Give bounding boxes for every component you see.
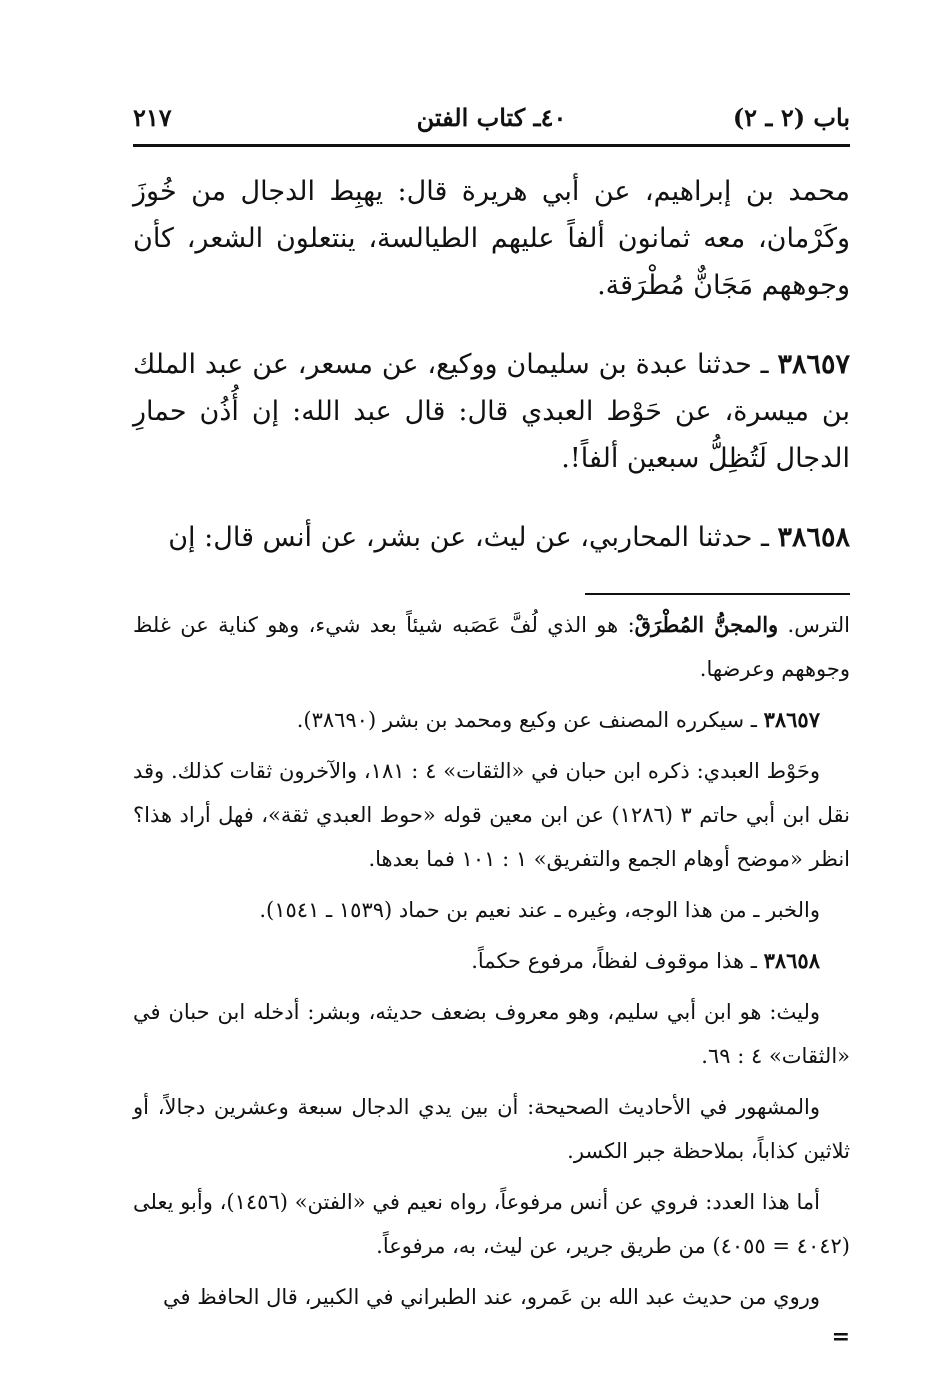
main-text <box>133 168 850 591</box>
hadith-38658 <box>133 514 850 561</box>
page-number: ٢١٧ <box>133 103 172 132</box>
footnote-text: وروي من حديث عبد الله بن عَمرو، عند الطبراني في الكبير، قال الحافظ في <box>163 1285 820 1309</box>
footnote-text: والخبر ـ من هذا الوجه، وغيره ـ عند نعيم بن حماد (١٥٣٩ ـ ١٥٤١). <box>259 898 820 922</box>
running-header <box>133 98 850 138</box>
footnote-text: الترس. <box>778 613 850 637</box>
footnote-item <box>133 888 850 932</box>
footnote-item <box>133 603 850 691</box>
main-paragraph <box>133 168 850 309</box>
footnote-number: ٣٨٦٥٧ <box>763 707 820 732</box>
chapter-reference: باب (٢ ـ ٢) <box>732 103 850 132</box>
footnote-text: والمشهور في الأحاديث الصحيحة: أن بين يدي الدجال سبعة وعشرين دجالاً، أو ثلاثين كذاباً، بملاحظة جبر الكسر. <box>133 1095 850 1163</box>
hadith-number: ٣٨٦٥٨ <box>777 522 850 553</box>
footnote-item <box>133 939 850 983</box>
hadith-text: ـ حدثنا المحاربي، عن ليث، عن بشر، عن أنس قال: إن <box>168 522 778 553</box>
footnotes <box>133 603 850 1350</box>
header-rule <box>133 144 850 147</box>
footnote-text: وحَوْط العبدي: ذكره ابن حبان في «الثقات» ٤ : ١٨١، والآخرون ثقات كذلك. وقد نقل ابن أبي حاتم ٣ (١٢٨٦) عن ابن معين قوله «حوط العبدي ثقة»، فهل أراد هذا؟ انظر «موضح أوهام الجمع والتفريق» ١ : ١٠١ فما بعدها. <box>133 759 850 871</box>
footnote-item <box>133 1275 850 1319</box>
hadith-number: ٣٨٦٥٧ <box>777 349 850 380</box>
paragraph-text: محمد بن إبراهيم، عن أبي هريرة قال: يهبِط الدجال من خُوزَ وكَرْمان، معه ثمانون ألفاً عليهم الطيالسة، ينتعلون الشعر، كأن وجوههم مَجَانٌّ مُطْرَقة. <box>133 176 850 301</box>
footnote-term: والمجنُّ المُطْرَقْ <box>634 612 779 637</box>
hadith-text: ـ حدثنا عبدة بن سليمان ووكيع، عن مسعر، عن عبد الملك بن ميسرة، عن حَوْط العبدي قال: قال عبد الله: إن أُذُن حمارِ الدجال لَتُظِلُّ سبعين ألفاً!. <box>133 349 850 474</box>
hadith-38657 <box>133 341 850 482</box>
footnote-item <box>133 1085 850 1173</box>
footnote-text: : هو الذي لُفَّ عَصَبه شيئاً بعد شيء، وهو كناية عن غلظ وجوههم وعرضها. <box>133 613 850 681</box>
footnote-number: ٣٨٦٥٨ <box>763 948 820 973</box>
footnote-text: أما هذا العدد: فروي عن أنس مرفوعاً، رواه نعيم في «الفتن» (١٤٥٦)، وأبو يعلى (٤٠٤٢ = ٤٠٥٥) من طريق جرير، عن ليث، به، مرفوعاً. <box>133 1190 850 1258</box>
footnote-rule <box>585 593 850 595</box>
footnote-item <box>133 749 850 881</box>
footnote-item <box>133 698 850 742</box>
footnote-text: ـ سيكرره المصنف عن وكيع ومحمد بن بشر (٣٨٦٩٠). <box>296 708 764 732</box>
footnote-item <box>133 1180 850 1268</box>
footnote-item <box>133 990 850 1078</box>
book-title: ٤٠ـ كتاب الفتن <box>416 103 567 132</box>
footnote-text: ـ هذا موقوف لفظاً، مرفوع حكماً. <box>471 949 764 973</box>
continuation-mark: = <box>831 1324 850 1350</box>
footnote-text: وليث: هو ابن أبي سليم، وهو معروف بضعف حديثه، وبشر: أدخله ابن حبان في «الثقات» ٤ : ٦٩. <box>133 1000 850 1068</box>
